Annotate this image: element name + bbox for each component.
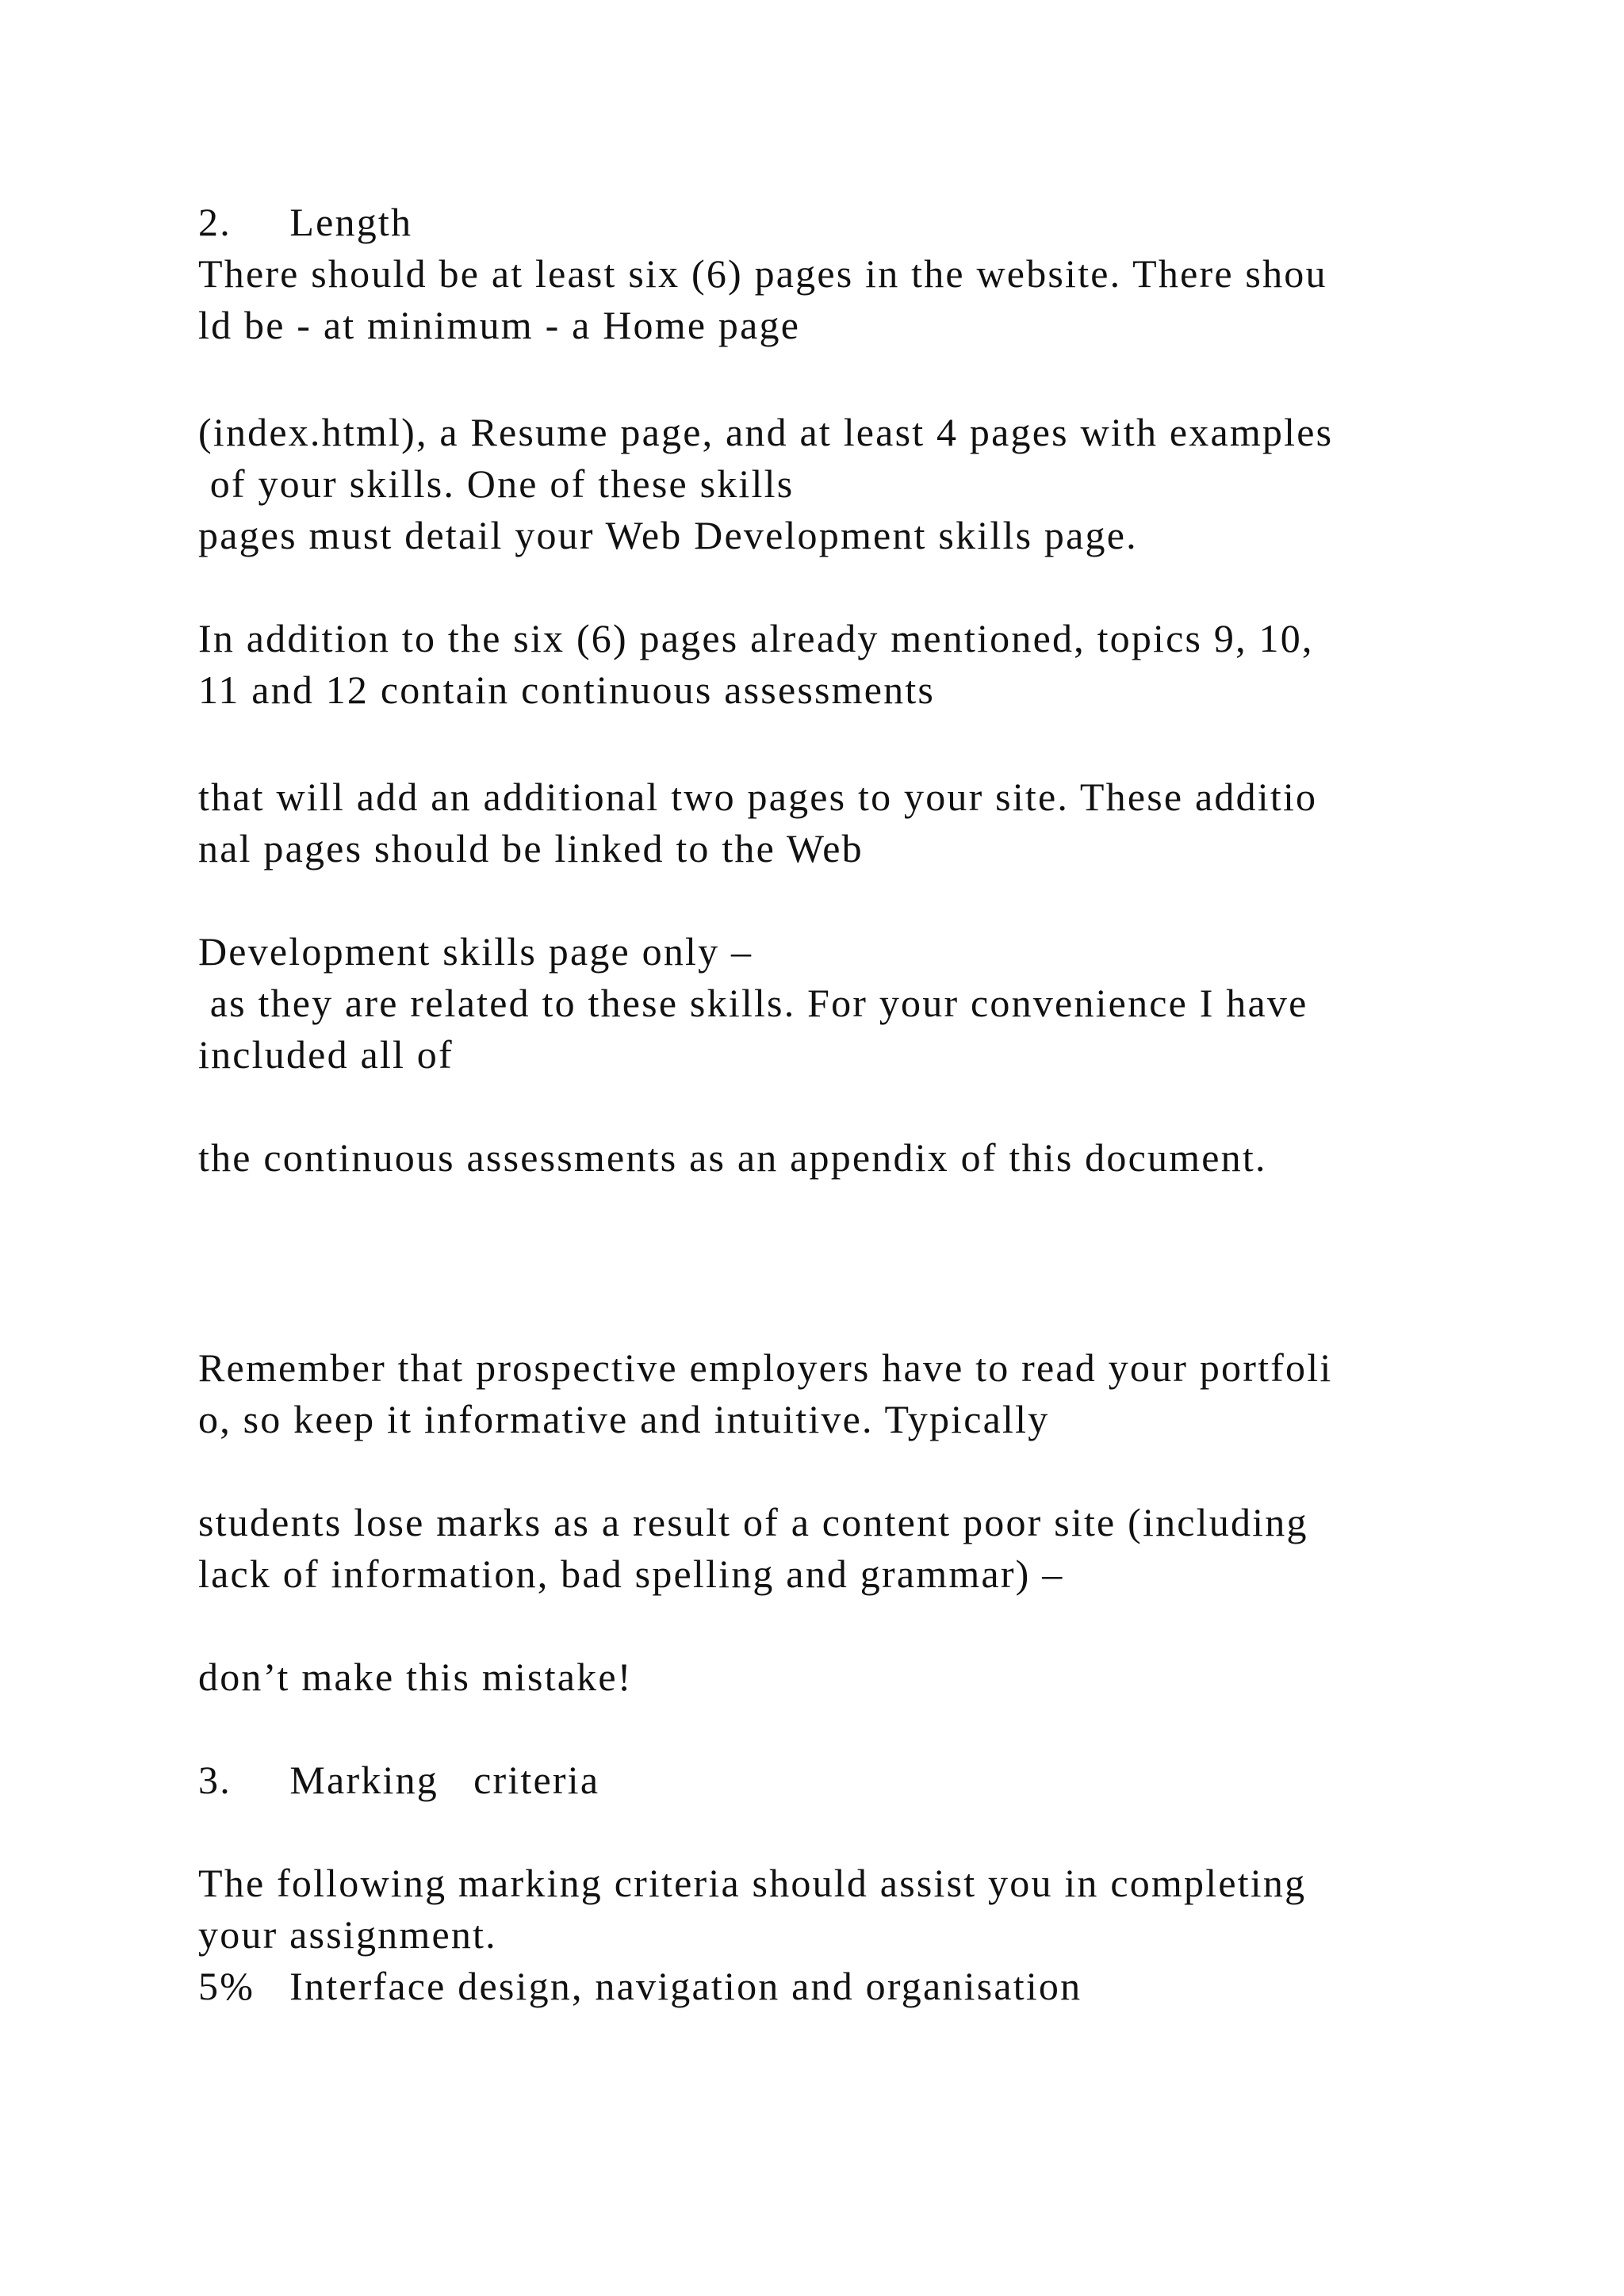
text-line: students lose marks as a result of a content poor site (including bbox=[198, 1500, 1308, 1544]
text-line: (index.html), a Resume page, and at least 4 pages with examples bbox=[198, 410, 1334, 454]
text-line: that will add an additional two pages to your site. These additio bbox=[198, 775, 1318, 819]
text-line: as they are related to these skills. For your convenience I have bbox=[198, 981, 1308, 1025]
text-line: don’t make this mistake! bbox=[198, 1655, 633, 1699]
text-line: pages must detail your Web Development skills page. bbox=[198, 513, 1138, 557]
text-line: There should be at least six (6) pages in the website. There shou bbox=[198, 251, 1327, 296]
text-line: nal pages should be linked to the Web bbox=[198, 826, 864, 871]
text-line: included all of bbox=[198, 1032, 454, 1077]
text-line: your assignment. bbox=[198, 1912, 497, 1957]
text-line: the continuous assessments as an appendix of this document. bbox=[198, 1135, 1267, 1180]
text-line: 11 and 12 contain continuous assessments bbox=[198, 668, 936, 712]
criteria-item: 5% Interface design, navigation and organisation bbox=[198, 1964, 1082, 2008]
text-line: o, so keep it informative and intuitive. Typically bbox=[198, 1397, 1050, 1441]
text-line: In addition to the six (6) pages already mentioned, topics 9, 10, bbox=[198, 616, 1314, 660]
text-line: The following marking criteria should assist you in completing bbox=[198, 1861, 1307, 1905]
text-line: Development skills page only – bbox=[198, 929, 753, 974]
text-line: of your skills. One of these skills bbox=[198, 461, 795, 506]
text-line: Remember that prospective employers have to read your portfoli bbox=[198, 1345, 1333, 1390]
text-line: ld be - at minimum - a Home page bbox=[198, 303, 801, 347]
section-heading-marking-criteria: 3. Marking criteria bbox=[198, 1758, 600, 1802]
section-heading-length: 2. Length bbox=[198, 200, 413, 244]
text-line: lack of information, bad spelling and grammar) – bbox=[198, 1552, 1064, 1596]
